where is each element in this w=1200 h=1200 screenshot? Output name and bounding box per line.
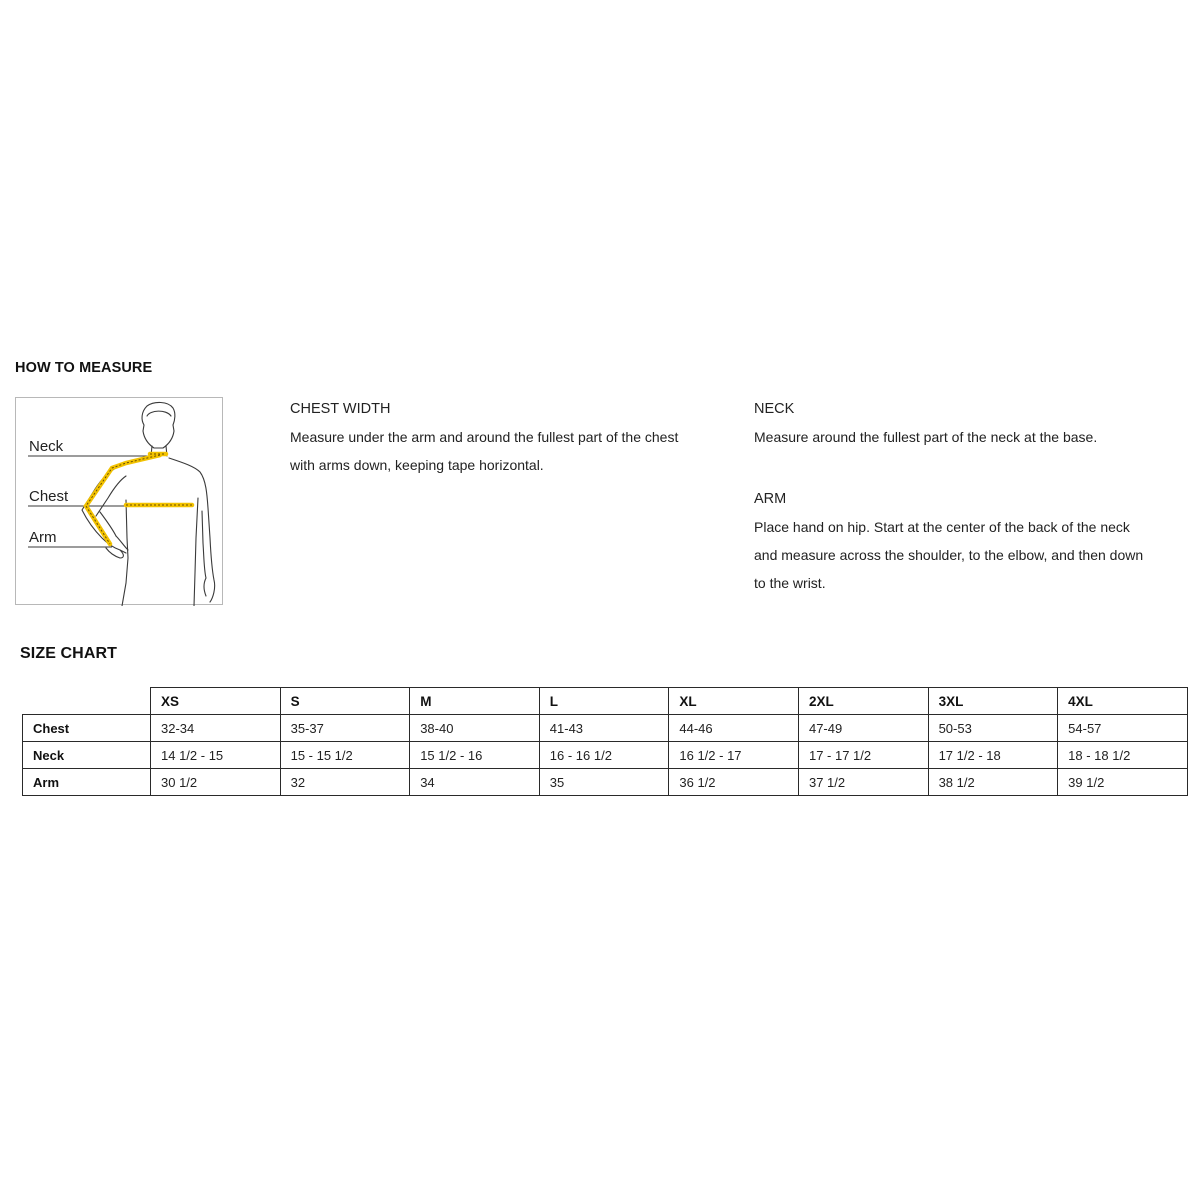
- size-chart-heading: SIZE CHART: [20, 645, 117, 662]
- table-cell: 14 1/2 - 15: [151, 742, 281, 769]
- arm-text-1: Place hand on hip. Start at the center of the back of the neck: [754, 519, 1130, 535]
- table-cell: 35-37: [280, 715, 410, 742]
- how-to-measure-heading: HOW TO MEASURE: [15, 360, 153, 376]
- arm-text-3: to the wrist.: [754, 575, 826, 591]
- row-label-neck: Neck: [23, 742, 151, 769]
- table-row-neck: [23, 742, 1188, 769]
- table-cell: 38 1/2: [928, 769, 1058, 796]
- neck-text-1: Measure around the fullest part of the neck at the base.: [754, 429, 1098, 445]
- neck-title: NECK: [754, 401, 795, 417]
- header-size-3xl: 3XL: [928, 688, 1058, 715]
- row-label-chest: Chest: [23, 715, 151, 742]
- table-cell: 39 1/2: [1058, 769, 1188, 796]
- table-row-chest: [23, 715, 1188, 742]
- table-cell: 32-34: [151, 715, 281, 742]
- table-header-row: [23, 688, 1188, 715]
- table-cell: 47-49: [798, 715, 928, 742]
- table-cell: 35: [539, 769, 669, 796]
- header-size-2xl: 2XL: [798, 688, 928, 715]
- header-size-l: L: [539, 688, 669, 715]
- table-cell: 17 1/2 - 18: [928, 742, 1058, 769]
- arm-description: [754, 485, 1194, 597]
- size-chart-table: [22, 687, 1188, 796]
- chest-width-text-1: Measure under the arm and around the fullest part of the chest: [290, 429, 679, 445]
- chest-width-description: [290, 395, 730, 479]
- table-cell: 37 1/2: [798, 769, 928, 796]
- measurement-figure: [15, 397, 223, 605]
- header-size-xs: XS: [151, 688, 281, 715]
- table-cell: 17 - 17 1/2: [798, 742, 928, 769]
- table-cell: 36 1/2: [669, 769, 799, 796]
- figure-label-chest: Chest: [29, 488, 69, 505]
- table-cell: 15 - 15 1/2: [280, 742, 410, 769]
- table-cell: 30 1/2: [151, 769, 281, 796]
- table-cell: 15 1/2 - 16: [410, 742, 540, 769]
- table-cell: 16 - 16 1/2: [539, 742, 669, 769]
- table-cell: 54-57: [1058, 715, 1188, 742]
- chest-width-text-2: with arms down, keeping tape horizontal.: [290, 457, 544, 473]
- header-size-s: S: [280, 688, 410, 715]
- table-cell: 50-53: [928, 715, 1058, 742]
- table-cell: 32: [280, 769, 410, 796]
- header-blank-cell: [23, 688, 151, 715]
- neck-description: [754, 395, 1194, 451]
- header-size-xl: XL: [669, 688, 799, 715]
- table-cell: 18 - 18 1/2: [1058, 742, 1188, 769]
- figure-label-arm: Arm: [29, 529, 57, 546]
- arm-title: ARM: [754, 491, 787, 507]
- table-row-arm: [23, 769, 1188, 796]
- table-cell: 16 1/2 - 17: [669, 742, 799, 769]
- header-size-m: M: [410, 688, 540, 715]
- table-cell: 38-40: [410, 715, 540, 742]
- table-cell: 44-46: [669, 715, 799, 742]
- chest-width-title: CHEST WIDTH: [290, 401, 391, 417]
- header-size-4xl: 4XL: [1058, 688, 1188, 715]
- figure-label-neck: Neck: [29, 438, 64, 455]
- row-label-arm: Arm: [23, 769, 151, 796]
- arm-text-2: and measure across the shoulder, to the elbow, and then down: [754, 547, 1144, 563]
- table-cell: 34: [410, 769, 540, 796]
- table-cell: 41-43: [539, 715, 669, 742]
